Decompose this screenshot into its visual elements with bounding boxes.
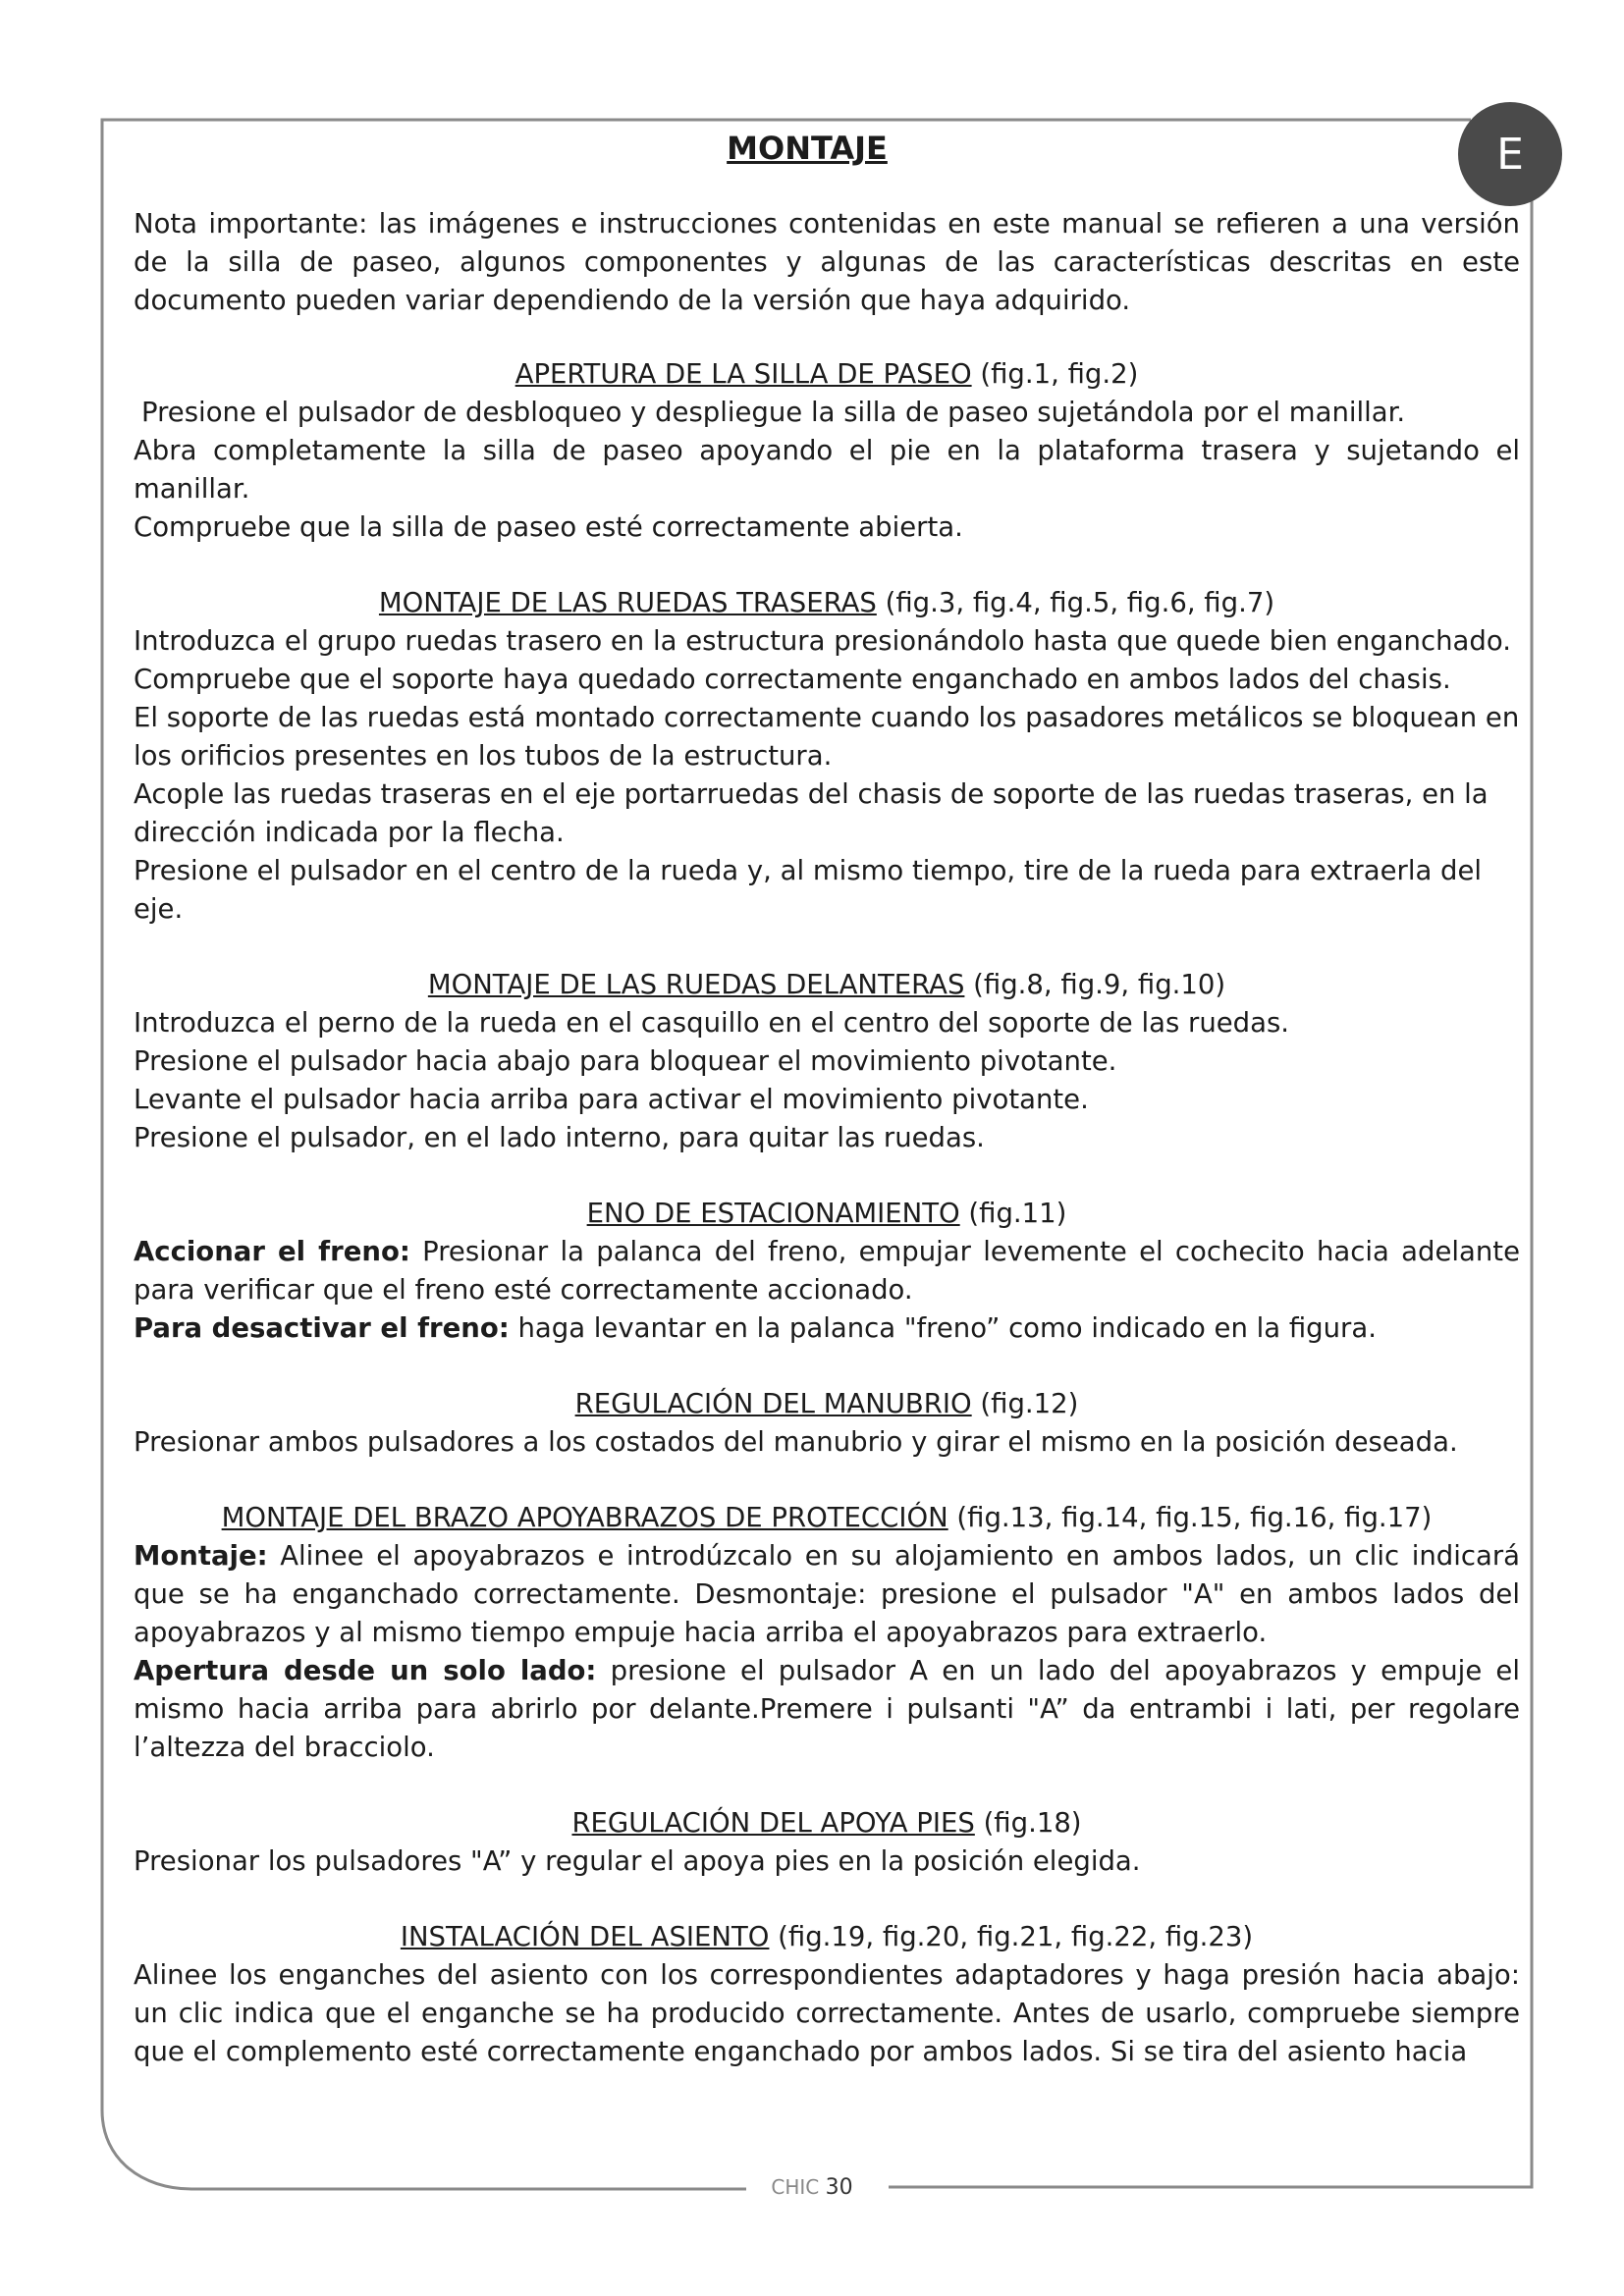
paragraph: Presionar ambos pulsadores a los costados del manubrio y girar el mismo en la posición deseada. [134, 1426, 1458, 1458]
paragraph: Introduzca el grupo ruedas trasero en la estructura presionándolo hasta que quede bien enganchado. [134, 625, 1511, 657]
section-manubrio [134, 1385, 1520, 1462]
section-figs: (fig.12) [971, 1388, 1079, 1419]
page-number: 30 [825, 2175, 853, 2200]
section-figs: (fig.3, fig.4, fig.5, fig.6, fig.7) [876, 587, 1275, 618]
paragraph [134, 1652, 1520, 1767]
section-figs: (fig.1, fig.2) [971, 358, 1139, 390]
paragraph: Levante el pulsador hacia arriba para activar el movimiento pivotante. [134, 1084, 1089, 1115]
section-heading [134, 355, 1520, 394]
section-title: REGULACIÓN DEL APOYA PIES [571, 1807, 975, 1839]
paragraph: Presione el pulsador de desbloqueo y despliegue la silla de paseo sujetándola por el manillar. [141, 397, 1406, 428]
section-figs: (fig.8, fig.9, fig.10) [964, 969, 1226, 1000]
section-ruedas-traseras [134, 584, 1520, 929]
section-apoya-pies [134, 1804, 1520, 1881]
section-heading [134, 1918, 1520, 1956]
section-heading [134, 584, 1520, 622]
bold-lead: Para desactivar el freno: [134, 1312, 510, 1344]
section-title: REGULACIÓN DEL MANUBRIO [574, 1388, 972, 1419]
paragraph [134, 1233, 1520, 1309]
section-apertura [134, 355, 1520, 547]
section-title: INSTALACIÓN DEL ASIENTO [400, 1921, 770, 1952]
paragraph: Compruebe que la silla de paseo esté correctamente abierta. [134, 511, 963, 543]
section-title: APERTURA DE LA SILLA DE PASEO [514, 358, 972, 390]
paragraph: Presione el pulsador, en el lado interno, para quitar las ruedas. [134, 1122, 985, 1153]
intro-paragraph: Nota importante: las imágenes e instrucciones contenidas en este manual se refieren a una versión de la silla de paseo, algunos componentes y algunas de las características descritas en este documento pueden variar dependiendo de la versión que haya adquirido. [134, 208, 1520, 316]
section-asiento [134, 1918, 1520, 2071]
section-figs: (fig.19, fig.20, fig.21, fig.22, fig.23) [769, 1921, 1254, 1952]
page-footer [0, 2175, 1624, 2200]
section-title: ENO DE ESTACIONAMIENTO [586, 1198, 960, 1229]
paragraph-text: presione el pulsador A en un lado del apoyabrazos y empuje el mismo hacia arriba para abrirlo por delante.Premere i pulsanti "A” da entrambi i lati, per regolare l’altezza del bracciolo. [134, 1655, 1520, 1763]
paragraph-text: Presionar la palanca del freno, empujar levemente el cochecito hacia adelante para verificar que el freno esté correctamente accionado. [134, 1236, 1520, 1306]
paragraph: Presione el pulsador en el centro de la rueda y, al mismo tiempo, tire de la rueda para extraerla del eje. [134, 855, 1483, 925]
paragraph: Alinee los enganches del asiento con los correspondientes adaptadores y haga presión hacia abajo: un clic indica que el enganche se ha producido correctamente. Antes de usarlo, compruebe siempre que el complemento esté correctamente enganchado por ambos lados. Si se tira del asiento hacia [134, 1959, 1520, 2067]
paragraph: Abra completamente la silla de paseo apoyando el pie en la plataforma trasera y sujetando el manillar. [134, 435, 1520, 505]
page-title: MONTAJE [727, 130, 888, 167]
paragraph: El soporte de las ruedas está montado correctamente cuando los pasadores metálicos se bloquean en los orificios presentes en los tubos de la estructura. [134, 702, 1520, 772]
language-badge-label: E [1496, 129, 1524, 180]
paragraph-text: Alinee el apoyabrazos e introdúzcalo en su alojamiento en ambos lados, un clic indicará que se ha enganchado correctamente. Desmontaje: presione el pulsador "A" en ambos lados del apoyabrazos y al mismo tiempo empuje hacia arriba el apoyabrazos para extraerlo. [134, 1540, 1520, 1648]
bold-lead: Apertura desde un solo lado: [134, 1655, 597, 1686]
section-figs: (fig.18) [974, 1807, 1082, 1839]
section-heading [134, 966, 1520, 1004]
paragraph-text: haga levantar en la palanca "freno” como indicado en la figura. [509, 1312, 1377, 1344]
paragraph [134, 1309, 1520, 1348]
section-heading [134, 1195, 1520, 1233]
section-heading [134, 1499, 1520, 1537]
section-figs: (fig.13, fig.14, fig.15, fig.16, fig.17) [947, 1502, 1433, 1533]
section-title: MONTAJE DEL BRAZO APOYABRAZOS DE PROTECCIÓN [221, 1502, 948, 1533]
section-heading [134, 1804, 1520, 1842]
footer-brand: CHIC [771, 2175, 820, 2199]
bold-lead: Montaje: [134, 1540, 268, 1572]
section-heading [134, 1385, 1520, 1423]
paragraph: Compruebe que el soporte haya quedado correctamente enganchado en ambos lados del chasis. [134, 664, 1451, 695]
page-content [134, 130, 1520, 2109]
bold-lead: Accionar el freno: [134, 1236, 410, 1267]
section-title: MONTAJE DE LAS RUEDAS TRASERAS [378, 587, 877, 618]
section-figs: (fig.11) [959, 1198, 1067, 1229]
section-freno [134, 1195, 1520, 1348]
paragraph: Presionar los pulsadores "A” y regular el apoya pies en la posición elegida. [134, 1845, 1141, 1877]
paragraph [134, 1537, 1520, 1652]
paragraph: Introduzca el perno de la rueda en el casquillo en el centro del soporte de las ruedas. [134, 1007, 1290, 1039]
section-apoyabrazos [134, 1499, 1520, 1767]
section-title: MONTAJE DE LAS RUEDAS DELANTERAS [427, 969, 965, 1000]
section-ruedas-delanteras [134, 966, 1520, 1157]
paragraph: Acople las ruedas traseras en el eje portarruedas del chasis de soporte de las ruedas traseras, en la dirección indicada por la flecha. [134, 778, 1489, 848]
paragraph: Presione el pulsador hacia abajo para bloquear el movimiento pivotante. [134, 1045, 1117, 1077]
